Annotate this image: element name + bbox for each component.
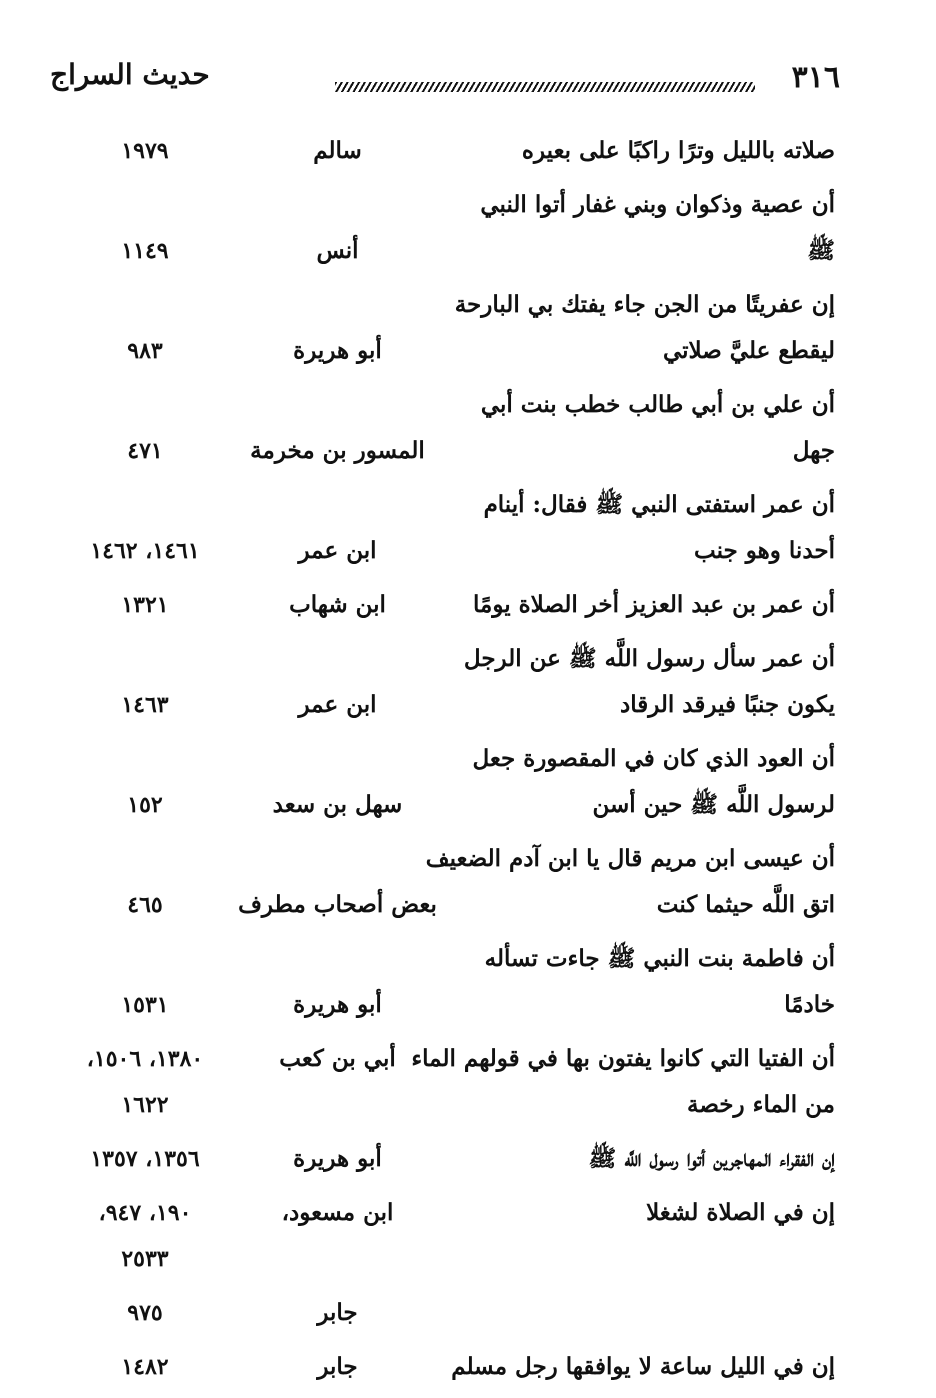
hadith-text [445,282,835,374]
reference-line: ٤٦٥ [127,892,163,918]
narrator: سهل بن سعد [272,791,403,818]
hadith-text [445,736,835,828]
narrator: جابر [317,1353,358,1380]
index-entry [60,1136,835,1182]
hadith-text-line: إن عفريتًا من الجن جاء يفتك بي البارحة [454,291,835,318]
reference-numbers [60,228,230,274]
reference-numbers [60,1290,230,1336]
reference-line: ١٩٠، ٩٤٧، [98,1200,192,1226]
narrator: أبو هريرة [293,1145,382,1172]
index-entry [60,736,835,828]
reference-line: ٩٧٥ [127,1300,163,1326]
narrator: ابن مسعود، [281,1199,394,1226]
reference-numbers [60,428,230,474]
hadith-text-line: إن في الصلاة لشغلا [646,1199,835,1226]
hadith-text-line: اتق اللَّه حيثما كنت [656,891,835,918]
index-entry [60,836,835,928]
hadith-text-line: أحدنا وهو جنب [694,537,835,564]
narrator: أبي بن كعب [279,1045,396,1072]
reference-numbers [60,528,230,574]
narrator: أبو هريرة [293,337,382,364]
reference-numbers [60,1344,230,1390]
hadith-text [411,1036,835,1128]
hadith-text [445,1290,835,1336]
narrator: سالم [313,137,362,164]
hadith-text [445,1136,835,1182]
reference-numbers [60,1036,230,1128]
hadith-text-line: صلاته بالليل وترًا راكبًا على بعيره [521,137,835,164]
index-entry [60,1036,835,1128]
reference-line: ٩٨٣ [127,338,163,364]
narrator: بعض أصحاب مطرف [238,891,437,918]
narrator: ابن عمر [298,691,377,718]
reference-line: ١٥٣١ [121,992,169,1018]
hadith-text-line: أن عمر بن عبد العزيز أخر الصلاة يومًا [473,591,835,618]
reference-numbers [60,1190,230,1282]
hadith-text-line: أن عمر استفتى النبي ﷺ فقال: أينام [483,491,835,518]
reference-line: ١٦٢٢ [121,1092,169,1118]
narrator: أنس [316,237,359,264]
hadith-text-line: لرسول اللَّه ﷺ حين أسن [592,791,835,818]
reference-line: ٢٥٣٣ [121,1246,169,1272]
header-rule [335,82,755,92]
hadith-text-line: خادمًا [784,991,835,1018]
hadith-text-line: إن في الليل ساعة لا يوافقها رجل مسلم [451,1353,835,1380]
hadith-text-line: من الماء رخصة [687,1091,835,1118]
narrator: المسور بن مخرمة [250,437,425,464]
narrator: أبو هريرة [293,991,382,1018]
hadith-text-line: أن عمر سأل رسول اللَّه ﷺ عن الرجل [463,645,835,672]
hadith-text [445,182,835,274]
hadith-text-line [445,1290,835,1336]
narrator: ابن شهاب [289,591,386,618]
reference-line: ١٤٦١، ١٤٦٢ [90,538,200,564]
hadith-index [60,128,835,1398]
book-title: حديث السراج [50,58,210,91]
reference-line: ١٩٧٩ [121,138,169,164]
hadith-text [445,1190,835,1236]
hadith-text-line: أن عيسى ابن مريم قال يا ابن آدم الضعيف [425,845,835,872]
reference-numbers [60,982,230,1028]
reference-line: ١٣٢١ [121,592,169,618]
reference-numbers [60,582,230,628]
reference-line: ١٣٨٠، ١٥٠٦، [86,1046,204,1072]
narrator: جابر [317,1299,358,1326]
hadith-text-line: أن الفتيا التي كانوا يفتون بها في قولهم الماء [411,1045,835,1072]
hadith-text [445,1344,835,1390]
reference-numbers [60,1136,230,1182]
index-entry [60,182,835,274]
reference-line: ١٤٨٢ [121,1354,169,1380]
reference-numbers [60,128,230,174]
page-number: ٣١٦ [791,60,840,95]
reference-line: ١٥٢ [127,792,163,818]
index-entry [60,1190,835,1282]
reference-numbers [60,328,230,374]
hadith-text [445,128,835,174]
hadith-text [445,636,835,728]
index-entry [60,582,835,628]
hadith-text [445,482,835,574]
index-entry [60,1290,835,1336]
reference-numbers [60,882,230,928]
index-entry [60,1344,835,1390]
hadith-text [445,582,835,628]
reference-line: ١٤٦٣ [121,692,169,718]
hadith-text-line: ليقطع عليَّ صلاتي [662,337,835,364]
hadith-text [445,382,835,474]
hadith-text [425,836,835,928]
hadith-text-line: ﷺ [807,237,835,264]
reference-line: ٤٧١ [127,438,163,464]
hadith-text-line: يكون جنبًا فيرقد الرقاد [619,691,835,718]
hadith-text-line: أن عصية وذكوان وبني غفار أتوا النبي [480,191,835,218]
reference-line: ١١٤٩ [121,238,169,264]
page-header [50,58,840,98]
narrator: ابن عمر [298,537,377,564]
index-entry [60,936,835,1028]
hadith-text-line: أن العود الذي كان في المقصورة جعل [472,745,835,772]
index-entry [60,128,835,174]
index-entry [60,482,835,574]
hadith-text [445,936,835,1028]
reference-numbers [60,682,230,728]
index-entry [60,282,835,374]
hadith-text-line: أن فاطمة بنت النبي ﷺ جاءت تسأله [484,945,835,972]
hadith-text-line: إن الفقراء المهاجرين أتوا رسول اللَّه ﷺ [588,1145,835,1172]
hadith-text-line: جهل [792,437,835,464]
index-entry [60,382,835,474]
hadith-text-line: أن علي بن أبي طالب خطب بنت أبي [480,391,835,418]
index-entry [60,636,835,728]
reference-line: ١٣٥٦، ١٣٥٧ [90,1146,200,1172]
reference-numbers [60,782,230,828]
